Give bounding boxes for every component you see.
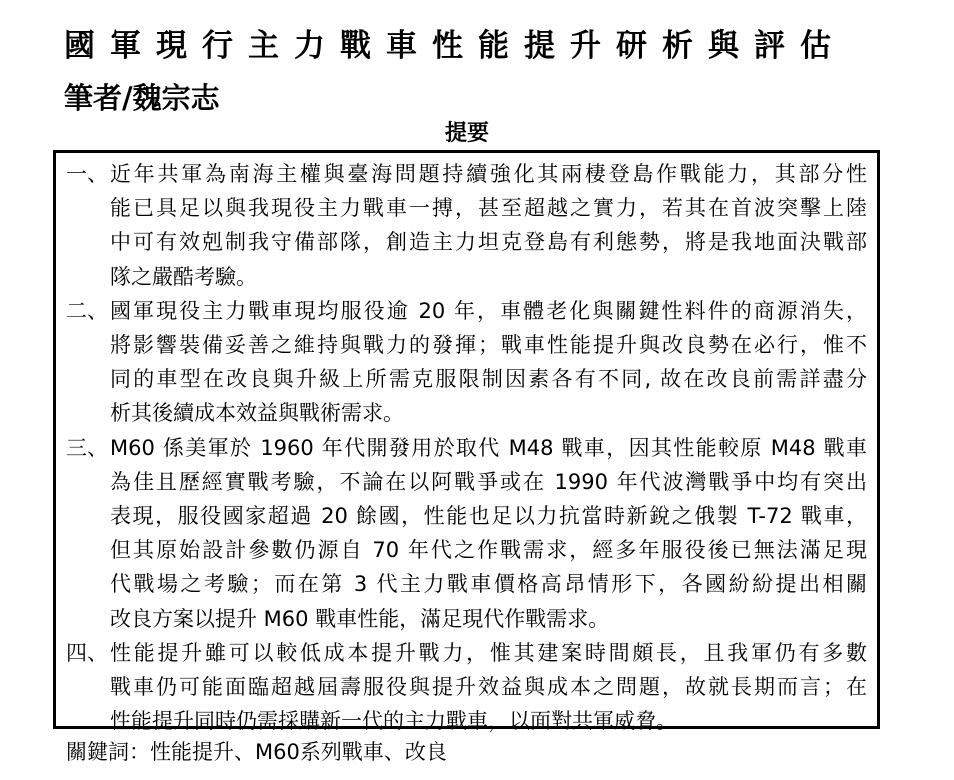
paragraph-line: 為佳且歷經實戰考驗，不論在以阿戰爭或在 1990 年代波灣戰爭中均有突出 [110, 469, 867, 494]
paragraph-line: 中可有效剋制我守備部隊，創造主力坦克登島有利態勢，將是我地面決戰部 [110, 230, 867, 255]
paragraph-line: 性能提升雖可以較低成本提升戰力，惟其建案時間頗長，且我軍仍有多數 [110, 640, 867, 665]
paragraph-number: 四、 [66, 640, 108, 665]
paragraph-line: 近年共軍為南海主權與臺海問題持續強化其兩棲登島作戰能力，其部分性 [110, 162, 867, 186]
paragraph-number: 三、 [66, 435, 108, 460]
paragraph-line: 隊之嚴酷考驗。 [110, 264, 257, 289]
paragraph-body [110, 636, 867, 739]
paragraph-line: 表現，服役國家超過 20 餘國，性能也足以力抗當時新銳之俄製 T-72 戰車， [110, 504, 867, 529]
paper-title: 國軍現行主力戰車性能提升研析與評估 [64, 28, 846, 64]
paragraph-line: 但其原始設計參數仍源自 70 年代之作戰需求，經多年服役後已無法滿足現 [110, 538, 867, 563]
paragraph-body [110, 431, 867, 636]
paragraph-number: 二、 [66, 298, 108, 323]
paragraph-line: M60 係美軍於 1960 年代開發用於取代 M48 戰車，因其性能較原 M48 戰車 [110, 435, 867, 460]
paragraph-line: 將影響裝備妥善之維持與戰力的發揮；戰車性能提升與改良勢在必行，惟不 [110, 333, 867, 358]
paragraph-line: 戰車仍可能面臨超越屆壽服役與提升效益與成本之問題，故就長期而言；在 [110, 675, 867, 700]
paragraph-line: 代戰場之考驗；而在第 3 代主力戰車價格高昂情形下，各國紛紛提出相關 [110, 572, 867, 597]
author-line: 筆者/魏宗志 [64, 81, 220, 115]
paragraph-number: 一、 [66, 162, 108, 186]
abstract-box [53, 150, 880, 734]
paragraph-line: 同的車型在改良與升級上所需克服限制因素各有不同, 故在改良前需詳盡分 [110, 367, 867, 392]
paragraph-line: 析其後續成本效益與戰術需求。 [110, 401, 404, 426]
abstract-paragraph-4 [66, 636, 867, 739]
paragraph-line: 性能提升同時仍需採購新一代的主力戰車，以面對共軍威脅。 [110, 709, 677, 734]
abstract-heading: 提要 [444, 121, 489, 146]
paragraph-body [110, 294, 867, 431]
abstract-paragraph-3 [66, 431, 867, 636]
paragraph-body [110, 157, 867, 294]
paragraph-line: 改良方案以提升 M60 戰車性能，滿足現代作戰需求。 [110, 606, 610, 631]
paragraph-line: 能已具足以與我現役主力戰車一搏，甚至超越之實力，若其在首波突擊上陸 [110, 196, 867, 221]
keywords-line: 關鍵詞：性能提升、M60系列戰車、改良 [66, 740, 447, 764]
paragraph-line: 國軍現役主力戰車現均服役逾 20 年，車體老化與關鍵性料件的商源消失， [110, 298, 867, 323]
abstract-paragraph-2 [66, 294, 867, 431]
abstract-paragraph-1 [66, 157, 867, 294]
